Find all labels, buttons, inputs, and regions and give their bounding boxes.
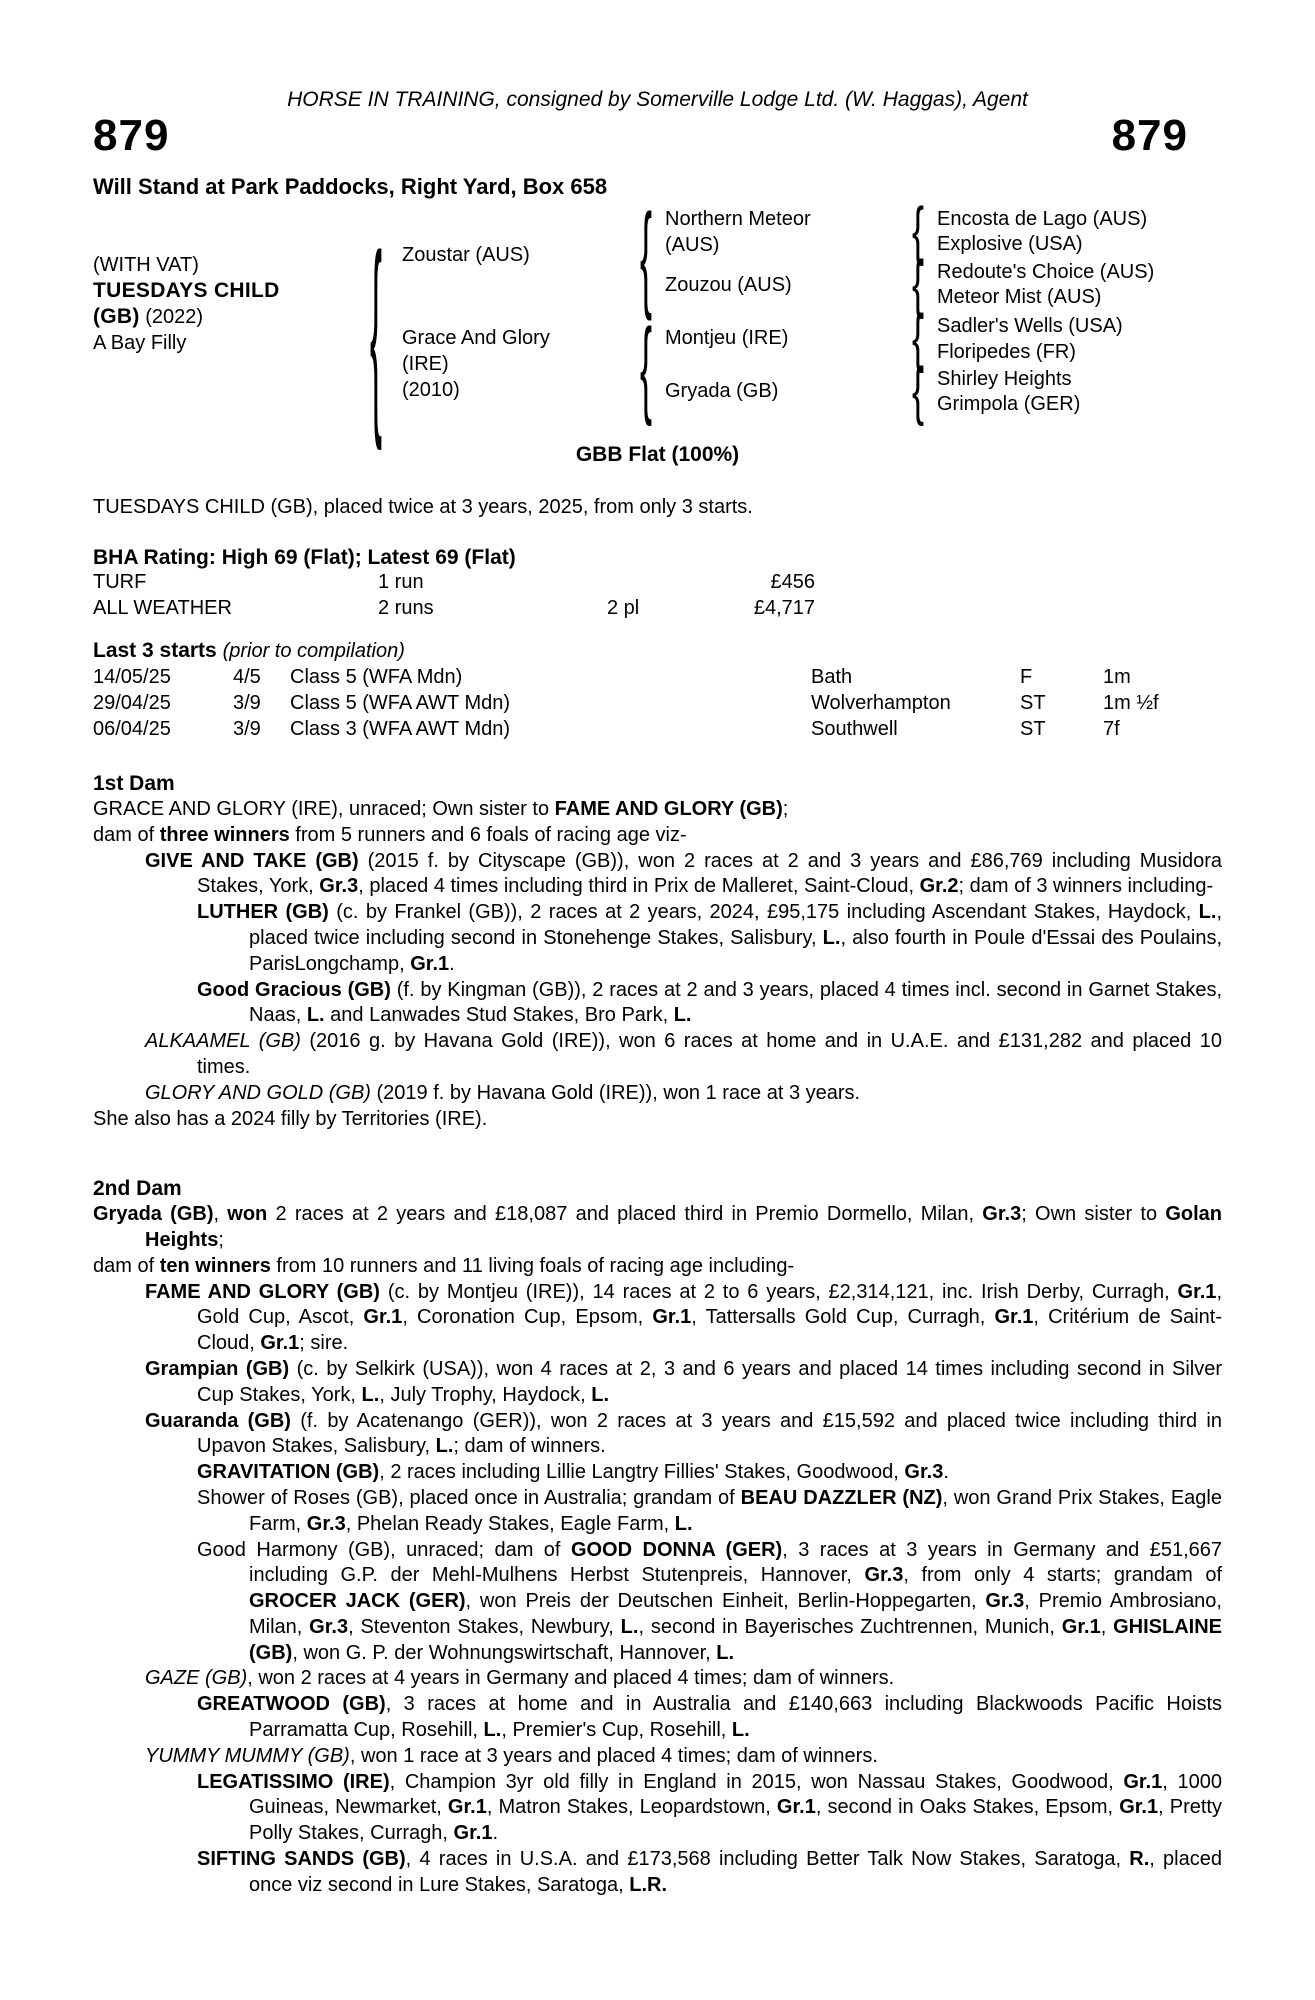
text-segment: GREATWOOD (GB)	[197, 1693, 386, 1716]
text-segment: from 5 runners and 6 foals of racing age viz-	[289, 823, 687, 846]
ancestor-name: Explosive (USA)	[937, 233, 1083, 255]
text-segment: (f. by Acatenango (GER)), won 2 races at 3 years and £15,592 and placed twice including third in Upavon Stakes, Salisbury,	[197, 1409, 1223, 1458]
text-segment: (c. by Selkirk (USA)), won 4 races at 2, 3 and 6 years and placed 14 times including second in Silver Cup Stakes, York,	[197, 1357, 1222, 1406]
text-segment: , Tattersalls Gold Cup, Curragh,	[691, 1306, 995, 1329]
text-segment: , Coronation Cup, Epsom,	[402, 1306, 653, 1329]
text-segment: , July Trophy, Haydock,	[379, 1383, 592, 1406]
text-segment: ALKAAMEL (GB)	[145, 1030, 301, 1053]
text-segment: (f. by Kingman (GB)), 2 races at 2 and 3 years, placed 4 times incl. second in Garnet Stakes, Naas,	[249, 978, 1223, 1027]
record-surface: ALL WEATHER	[93, 597, 232, 620]
text-segment: , second in Oaks Stakes, Epsom,	[815, 1796, 1120, 1819]
horse-foaling-year: (2022)	[139, 306, 204, 328]
text-segment: dam of	[93, 1254, 160, 1277]
record-surface: TURF	[93, 571, 147, 594]
text-segment: Golan Heights	[145, 1203, 1222, 1251]
horse-country-suffix: (GB)	[93, 305, 140, 328]
text-segment: (c. by Frankel (GB)), 2 races at 2 years, 2024, £95,175 including Ascendant Stakes, Haydock,	[328, 901, 1199, 924]
stand-location-line: Will Stand at Park Paddocks, Right Yard, Box 658	[93, 174, 608, 199]
record-row-turf	[93, 570, 1222, 596]
dam-paragraph	[93, 1460, 1222, 1486]
race-course: Southwell	[811, 718, 898, 741]
text-segment: , 3 races at home and in Australia and £140,663 including Blackwoods Pacific Hoists Parramatta Cup, Rosehill,	[249, 1693, 1223, 1742]
text-segment: Gr.3	[982, 1203, 1022, 1226]
dam-paragraph	[93, 1744, 1222, 1770]
first-dam-section	[93, 797, 1222, 1132]
text-segment: , placed twice including second in Stonehenge Stakes, Salisbury,	[249, 901, 1222, 949]
text-segment: .	[492, 1822, 499, 1845]
text-segment: L.	[361, 1383, 380, 1406]
text-segment: GRAVITATION (GB)	[197, 1461, 380, 1484]
text-segment: .	[449, 952, 455, 975]
record-runs: 1 run	[378, 571, 424, 594]
race-surface: ST	[1020, 692, 1046, 715]
pedigree-brace: {	[912, 193, 925, 267]
second-dam-heading: 2nd Dam	[93, 1177, 182, 1201]
ancestor-name: Redoute's Choice (AUS)	[937, 261, 1155, 283]
text-segment: She also has a 2024 filly by Territories (IRE).	[93, 1107, 488, 1130]
text-segment: LUTHER (GB)	[197, 901, 329, 924]
text-segment: , from only 4 starts; grandam of	[903, 1564, 1222, 1587]
sire-sire-country-line: (AUS)	[665, 234, 720, 256]
text-segment: SIFTING SANDS (GB)	[197, 1848, 406, 1871]
race-record-summary: TUESDAYS CHILD (GB), placed twice at 3 years, 2025, from only 3 starts.	[93, 495, 753, 518]
pedigree-brace: {	[912, 246, 925, 320]
horse-description: A Bay Filly	[93, 332, 187, 354]
horse-name: TUESDAYS CHILD	[93, 279, 280, 302]
text-segment: Gr.3	[306, 1512, 346, 1535]
dam-paragraph	[93, 1254, 1222, 1280]
dam-country-line: (IRE)	[402, 353, 449, 375]
text-segment: , Pretty Polly Stakes, Curragh,	[249, 1796, 1222, 1845]
text-segment: from 10 runners and 11 living foals of racing age including-	[270, 1254, 795, 1277]
record-earnings: £456	[770, 571, 815, 594]
text-segment: , 3 races at 3 years in Germany and £51,667 including G.P. der Mehl-Mulhens Herbst Stutenpreis, Hannover,	[249, 1538, 1222, 1587]
second-dam-section	[93, 1202, 1222, 1899]
record-places: 2 pl	[607, 597, 640, 620]
bha-rating-line: BHA Rating: High 69 (Flat); Latest 69 (Flat)	[93, 545, 516, 569]
text-segment: Gr.1	[1177, 1280, 1217, 1303]
text-segment: ; dam of winners.	[453, 1435, 606, 1458]
dam-name-line: Grace And Glory	[402, 327, 550, 349]
gbb-eligibility-line: GBB Flat (100%)	[575, 443, 740, 466]
dam-paragraph	[93, 797, 1222, 823]
race-row	[93, 717, 1222, 743]
text-segment: , 2 races including Lillie Langtry Fillies' Stakes, Goodwood,	[379, 1461, 905, 1484]
text-segment: , placed once viz second in Lure Stakes, Saratoga,	[249, 1848, 1222, 1896]
text-segment: FAME AND GLORY (GB)	[554, 797, 783, 820]
text-segment: Gr.3	[985, 1590, 1025, 1613]
text-segment: L.	[591, 1383, 610, 1406]
sire-sire-name	[665, 206, 905, 258]
dam-paragraph	[93, 1409, 1222, 1461]
ancestor-name: Floripedes (FR)	[937, 341, 1076, 363]
text-segment: ; Own sister to	[1021, 1203, 1166, 1226]
text-segment: , placed 4 times including third in Prix de Malleret, Saint-Cloud,	[358, 875, 920, 898]
text-segment: ,	[1100, 1615, 1114, 1638]
text-segment: , won 1 race at 3 years and placed 4 times; dam of winners.	[349, 1744, 878, 1767]
text-segment: Gryada (GB)	[93, 1203, 214, 1226]
lot-number-right: 879	[1111, 111, 1188, 160]
text-segment: L.	[620, 1615, 639, 1638]
text-segment: (c. by Montjeu (IRE)), 14 races at 2 to 6 years, £2,314,121, inc. Irish Derby, Curragh,	[379, 1280, 1178, 1303]
text-segment: ten winners	[159, 1254, 271, 1277]
text-segment: , second in Bayerisches Zuchtrennen, Munich,	[638, 1615, 1062, 1638]
dam-year-line: (2010)	[402, 379, 460, 401]
text-segment: Gr.2	[919, 875, 959, 898]
race-position: 3/9	[233, 718, 261, 741]
text-segment: (2015 f. by Cityscape (GB)), won 2 races at 2 and 3 years and £86,769 including Musidora Stakes, York,	[197, 849, 1222, 898]
text-segment: L.	[435, 1435, 454, 1458]
record-row-all-weather	[93, 596, 1222, 622]
first-dam-heading: 1st Dam	[93, 772, 175, 796]
text-segment: Gr.3	[904, 1461, 944, 1484]
text-segment: , won 2 races at 4 years in Germany and placed 4 times; dam of winners.	[247, 1667, 895, 1690]
sire-sire-name-line: Northern Meteor	[665, 208, 811, 230]
text-segment: .	[943, 1461, 949, 1484]
text-segment: GIVE AND TAKE (GB)	[145, 849, 359, 872]
dam-paragraph	[93, 1666, 1222, 1692]
dam-paragraph	[93, 1692, 1222, 1744]
text-segment: , 1000 Guineas, Newmarket,	[249, 1770, 1223, 1819]
text-segment: and Lanwades Stud Stakes, Bro Park,	[324, 1004, 674, 1027]
text-segment: , Champion 3yr old filly in England in 2015, won Nassau Stakes, Goodwood,	[389, 1770, 1124, 1793]
text-segment: L.	[731, 1719, 750, 1742]
ancestor-name: Meteor Mist (AUS)	[937, 286, 1102, 308]
race-row	[93, 691, 1222, 717]
text-segment: won	[227, 1203, 268, 1226]
text-segment: Gr.1	[363, 1306, 403, 1329]
text-segment: Gr.1	[776, 1796, 816, 1819]
pedigree-brace: {	[640, 304, 653, 428]
horse-suffix-year	[93, 304, 373, 330]
text-segment: GROCER JACK (GER)	[249, 1590, 466, 1613]
dam-paragraph	[93, 1847, 1222, 1899]
pedigree-brace: {	[912, 353, 925, 427]
last-starts-heading	[93, 638, 1222, 665]
race-position: 3/9	[233, 692, 261, 715]
text-segment: Gr.1	[1119, 1796, 1159, 1819]
dam-paragraph	[93, 1081, 1222, 1107]
text-segment: , 4 races in U.S.A. and £173,568 including Better Talk Now Stakes, Saratoga,	[405, 1848, 1130, 1871]
dam-paragraph	[93, 1202, 1222, 1254]
text-segment: Gr.1	[260, 1332, 300, 1355]
text-segment: ; dam of 3 winners including-	[958, 875, 1214, 898]
text-segment: Good Gracious (GB)	[197, 978, 391, 1001]
text-segment: Grampian (GB)	[145, 1357, 290, 1380]
race-class: Class 3 (WFA AWT Mdn)	[290, 718, 511, 741]
text-segment: Gr.1	[1123, 1770, 1163, 1793]
race-course: Bath	[811, 666, 853, 689]
text-segment: Gr.3	[864, 1564, 904, 1587]
text-segment: L.R.	[629, 1873, 668, 1896]
race-position: 4/5	[233, 666, 261, 689]
race-class: Class 5 (WFA AWT Mdn)	[290, 692, 511, 715]
dam-dam-name: Gryada (GB)	[665, 380, 779, 402]
text-segment: Gr.1	[652, 1306, 692, 1329]
ancestor-name: Sadler's Wells (USA)	[937, 315, 1123, 337]
dam-paragraph	[93, 1280, 1222, 1357]
race-date: 14/05/25	[93, 666, 171, 689]
race-distance: 1m ½f	[1103, 692, 1159, 715]
text-segment: , won Grand Prix Stakes, Eagle Farm,	[249, 1486, 1222, 1535]
lot-number-left: 879	[93, 111, 170, 160]
race-surface: ST	[1020, 718, 1046, 741]
dam-paragraph	[93, 1486, 1222, 1538]
pedigree-table	[93, 187, 1222, 453]
text-segment: Gr.1	[453, 1822, 493, 1845]
text-segment: Good Harmony (GB), unraced; dam of	[197, 1538, 571, 1561]
dam-paragraph	[93, 823, 1222, 849]
race-surface: F	[1020, 666, 1033, 689]
race-date: 29/04/25	[93, 692, 171, 715]
race-row	[93, 665, 1222, 691]
text-segment: , won G. P. der Wohnungswirtschaft, Hannover,	[292, 1641, 717, 1664]
text-segment: LEGATISSIMO (IRE)	[197, 1770, 390, 1793]
subject-block	[93, 252, 373, 356]
vat-note: (WITH VAT)	[93, 254, 199, 276]
text-segment: L.	[306, 1004, 325, 1027]
text-segment: FAME AND GLORY (GB)	[145, 1280, 380, 1303]
text-segment: YUMMY MUMMY (GB)	[145, 1744, 350, 1767]
dam-paragraph	[93, 1107, 1222, 1133]
pedigree-brace: {	[370, 207, 383, 453]
text-segment: , Critérium de Saint-Cloud,	[197, 1306, 1222, 1355]
text-segment: , Gold Cup, Ascot,	[197, 1280, 1222, 1329]
text-segment: , Matron Stakes, Leopardstown,	[486, 1796, 777, 1819]
text-segment: GHISLAINE (GB)	[249, 1615, 1222, 1664]
text-segment: ;	[218, 1228, 224, 1251]
ancestor-name: Encosta de Lago (AUS)	[937, 208, 1148, 230]
text-segment: Shower of Roses (GB), placed once in Australia; grandam of	[197, 1486, 741, 1509]
record-earnings: £4,717	[753, 597, 815, 620]
text-segment: R.	[1129, 1848, 1150, 1871]
text-segment: ,	[213, 1203, 228, 1226]
race-class: Class 5 (WFA Mdn)	[290, 666, 463, 689]
text-segment: Guaranda (GB)	[145, 1409, 291, 1432]
dam-sire-name: Montjeu (IRE)	[665, 327, 789, 349]
sire-name: Zoustar (AUS)	[402, 244, 530, 266]
dam-name	[402, 325, 637, 403]
text-segment: GLORY AND GOLD (GB)	[145, 1081, 371, 1104]
text-segment: Gr.1	[447, 1796, 487, 1819]
text-segment: L.	[1198, 901, 1217, 924]
dam-paragraph	[93, 1357, 1222, 1409]
text-segment: , Premier's Cup, Rosehill,	[501, 1719, 732, 1742]
race-date: 06/04/25	[93, 718, 171, 741]
text-segment: Gr.1	[1061, 1615, 1101, 1638]
dam-paragraph	[93, 1029, 1222, 1081]
dam-paragraph	[93, 849, 1222, 901]
text-segment: L.	[483, 1719, 502, 1742]
text-segment: L.	[716, 1641, 735, 1664]
pedigree-brace: {	[912, 300, 925, 374]
text-segment: , Premio Ambrosiano, Milan,	[249, 1590, 1222, 1638]
consignor-line: HORSE IN TRAINING, consigned by Somerville Lodge Ltd. (W. Haggas), Agent	[287, 88, 1028, 111]
text-segment: (2019 f. by Havana Gold (IRE)), won 1 race at 3 years.	[370, 1081, 861, 1104]
text-segment: Gr.3	[319, 875, 359, 898]
text-segment: Gr.1	[410, 952, 450, 975]
text-segment: Gr.3	[309, 1615, 349, 1638]
last-starts-subtitle: (prior to compilation)	[222, 640, 405, 663]
text-segment: dam of	[93, 823, 160, 846]
sire-dam-name: Zouzou (AUS)	[665, 274, 792, 296]
text-segment: GAZE (GB)	[145, 1667, 248, 1690]
lot-number-row	[93, 111, 1222, 160]
race-distance: 1m	[1103, 666, 1131, 689]
text-segment: L.	[822, 926, 841, 949]
record-runs: 2 runs	[378, 597, 434, 620]
dam-paragraph	[93, 978, 1222, 1030]
text-segment: GRACE AND GLORY (IRE), unraced; Own sister to	[93, 797, 555, 820]
dam-paragraph	[93, 900, 1222, 977]
text-segment: L.	[673, 1004, 692, 1027]
text-segment: , Phelan Ready Stakes, Eagle Farm,	[345, 1512, 675, 1535]
dam-paragraph	[93, 1770, 1222, 1847]
race-distance: 7f	[1103, 718, 1120, 741]
text-segment: , won Preis der Deutschen Einheit, Berlin-Hoppegarten,	[465, 1590, 986, 1613]
last-starts-title: Last 3 starts	[93, 639, 223, 663]
text-segment: , Steventon Stakes, Newbury,	[348, 1615, 621, 1638]
race-course: Wolverhampton	[811, 692, 951, 715]
ancestor-name: Grimpola (GER)	[937, 393, 1081, 415]
text-segment: 2 races at 2 years and £18,087 and placed third in Premio Dormello, Milan,	[267, 1203, 983, 1226]
text-segment: ; sire.	[299, 1332, 349, 1355]
dam-paragraph	[93, 1538, 1222, 1667]
text-segment: GOOD DONNA (GER)	[570, 1538, 783, 1561]
text-segment: Gr.1	[994, 1306, 1034, 1329]
ancestor-name: Shirley Heights	[937, 368, 1072, 390]
text-segment: (2016 g. by Havana Gold (IRE)), won 6 races at home and in U.A.E. and £131,282 and placed 10 times.	[197, 1030, 1222, 1078]
text-segment: BEAU DAZZLER (NZ)	[740, 1486, 943, 1509]
text-segment: ;	[782, 797, 789, 820]
text-segment: L.	[674, 1512, 693, 1535]
text-segment: , also fourth in Poule d'Essai des Poulains, ParisLongchamp,	[249, 926, 1222, 975]
text-segment: three winners	[159, 823, 290, 846]
pedigree-brace: {	[640, 187, 653, 323]
